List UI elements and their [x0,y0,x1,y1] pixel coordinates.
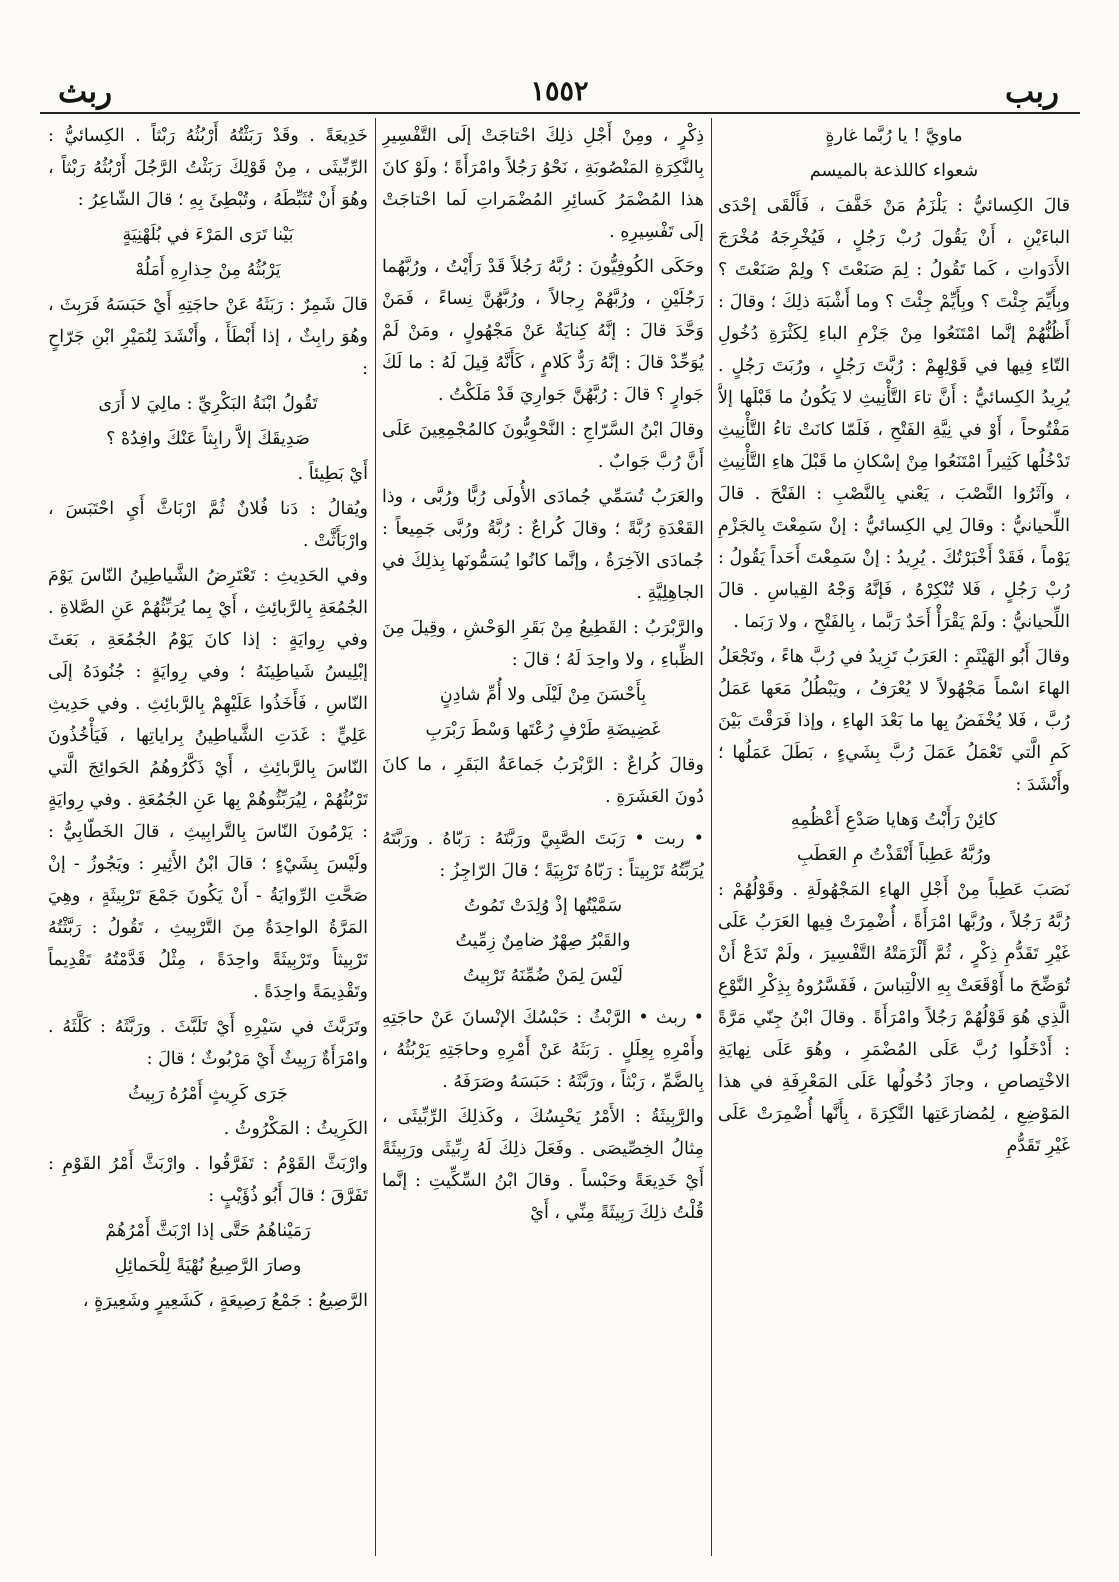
column-right [718,120,1070,1560]
paragraph: نَصَبَ عَطِباً مِنْ أَجْلِ الهاءِ المَجْهُولَةِ . وقَوْلُهُمْ : رُبَّهُ رَجُلاً ، ورُبَّها امْرَأَةً ، أُضْمِرَتْ فِيها العَرَبُ عَلَى غَيْرِ تَقَدُّمِ ذِكْرٍ ، ثُمَّ أَلْزَمَتْهُ التَّفْسِيرَ ، ولَمْ تَدَعْ أَنْ تُوَضِّحَ ما أَوْقَعَتْ بِهِ الالْتِباسَ ، فَفَسَّرُوهُ بِذِكْرِ النَّوْعِ الَّذِي هُوَ قَوْلُهُمْ رَجُلاً وامْرَأَةً . وقالَ ابْنُ جِنّي مَرَّةً : أَدْخَلُوا رُبَّ عَلَى المُضْمَرِ ، وهُوَ عَلَى نِهايَةِ الاخْتِصاصِ ، وجازَ دُخُولُها عَلَى المَعْرِفَةِ في هذا المَوْضِعِ ، لِمُضارَعَتِها النَّكِرَةَ ، بِأَنَّها أُضْمِرَتْ عَلَى غَيْرِ تَقَدُّمِ [718,880,1070,1156]
paragraph: وارْبَثَّ القَوْمُ : تَفَرَّقُوا . وارْبَثَّ أَمْرُ القَوْمِ : تَفَرَّقَ ؛ قالَ أَبُو ذُؤَيْبٍ : [48,1154,368,1206]
verse-line: تَقُولُ ابْنَةُ البَكْرِيِّ : مالِيَ لا أَرَى [98,394,318,414]
verse-line: ماويَّ ! يا رُبَّما غارةٍ [825,126,963,146]
paragraph: خَدِيعَةً . وقَدْ رَبَثْتُهُ أَرْبُثُهُ رَبْثاً . الكِسائيُّ : الرِّبِّيثَى ، مِنْ قَوْلِكَ رَبَثْتُ الرَّجُلَ أَرْبُثُهُ رَبْثاً ، وهُوَ أَنْ تُثَبِّطَهُ ، وتُبْطِئَ بِهِ ؛ قالَ الشّاعِرُ : [48,126,368,210]
paragraph: أَيْ بَطِيئاً . [297,464,368,484]
paragraph: وقالَ كُراعٌ : الرَّبْرَبُ جَماعَةُ البَقَرِ ، ما كانَ دُونَ العَشَرَةِ . [382,755,704,807]
paragraph: وحَكَى الكُوفِيُّونَ : رُبَّهُ رَجُلاً قَدْ رَأَيْتُ ، ورُبَّهُما رَجُلَيْنِ ، ورُبَّهُمْ رِجالاً ، ورُبَّهُنَّ نِساءً ، فَمَنْ وَحَّدَ قالَ : إنَّهُ كِنايَةٌ عَنْ مَجْهُولٍ ، ومَنْ لَمْ يُوَحِّدْ قالَ : إنَّهُ رَدُّ كَلامٍ ، كَأَنَّهُ قِيلَ لَهُ : ما لَكَ جَوارٍ ؟ قالَ : رُبَّهُنَّ جَوارِيَ قَدْ مَلَكْتُ . [382,257,704,405]
verse-line: يَرْبُثُهُ مِنْ حِذارِهِ أَمَلُهْ [135,260,281,280]
verse-line: شعواء كاللذعة بالميسم [809,161,979,181]
verse-line: بِأَحْسَنَ مِنْ لَيْلَى ولا أُمِّ شادِنٍ [439,685,647,705]
paragraph: الكَرِيثُ : المَكْرُوثُ . [223,1119,368,1139]
column-divider [375,118,376,1556]
verse-line: وصارَ الرَّصِيعُ نُهْيَةً لِلْحَمائِلِ [114,1256,302,1276]
verse-line: صَدِيقَكَ إلاَّ رابِثاً عَنْكَ وافِدُهْ ؟ [106,429,310,449]
paragraph: والرَّبِيثَةُ : الأَمْرُ يَحْبِسُكَ ، وكَذلِكَ الرِّبِّيثَى ، مِثالُ الخِصِّيصَى . وفَعَلَ ذلِكَ لَهُ رِبِّيثَى ورَبِيثَةً أَيْ خَدِيعَةً وحَبْساً . وقالَ ابْنُ السِّكِّيتِ : إنَّما قُلْتُ ذلِكَ رَبِيثَةً مِنِّي ، أَيْ [382,1107,704,1223]
verse-line: والقَبْرُ صِهْرٌ ضامِنٌ زِمِّيتُ [455,931,631,951]
paragraph: والرَّبْرَبُ : القَطِيعُ مِنْ بَقَرِ الوَحْشِ ، وقِيلَ مِنَ الظِّباءِ ، ولا واحِدَ لَهُ ؛ قالَ : [382,618,704,670]
verse-line: كائِنْ رَأَبْتُ وَهايا صَدْعِ أَعْظُمِهِ [790,810,998,830]
header-left-word: ربث [58,74,113,110]
page-number: ١٥٥٢ [530,76,589,107]
header-right-word: ربب [1004,74,1059,110]
verse-line: غَضِيضَةِ طَرْفٍ رُعْتَها وَسْطَ رَبْرَبِ [425,720,661,740]
column-divider [711,118,712,1556]
paragraph: وقالَ ابْنُ السَّرّاجِ : النَّحْوِيُّونَ كالمُجْمِعِينَ عَلَى أَنَّ رُبَّ جَوابٌ . [382,420,704,472]
paragraph: قالَ الكِسائيُّ : يَلْزَمُ مَنْ خَفَّفَ ، فَأَلْقَى إحْدَى الباءَيْنِ ، أَنْ يَقُولَ رُبْ رَجُلٍ ، فَيُخْرِجَهُ مُخْرَجَ الأَدَواتِ ، كَما تَقُولُ : لِمَ صَنَعْتَ ؟ ولِمْ صَنَعْتَ ؟ وبِأَيِّمَ جِئْتَ ؟ وبِأَيِّمْ جِئْتَ ؟ وما أَشْبَهَ ذلِكَ ؛ وقالَ : أَظُنُّهُمْ إنَّما امْتَنَعُوا مِنْ جَزْمِ الباءِ لِكَثْرَةِ دُخُولِ التّاءِ فِيها في قَوْلِهِمْ : رُبَّتَ رَجُلٍ ، ورُبَتَ رَجُلٍ . يُرِيدُ الكِسائيُّ : أَنَّ تاءَ التَّأْنِيثِ لا يَكُونُ ما قَبْلَها إلاَّ مَفْتُوحاً ، أَوْ في نِيَّةِ الفَتْحِ ، فَلَمّا كانَتْ تاءُ التَّأْنِيثِ تَدْخُلُها كَثِيراً امْتَنَعُوا مِنْ إسْكانِ ما قَبْلَ هاءِ التَّأْنِيثِ ، وآثَرُوا النَّصْبَ ، يَعْني بِالنَّصْبِ : الفَتْحَ . قالَ اللِّحيانيُّ : وقالَ لِي الكِسائيُّ : إنْ سَمِعْتَ بِالجَزْمِ يَوْماً ، فَقَدْ أَخْبَرْتُكَ . يُرِيدُ : إنْ سَمِعْتَ أَحَداً يَقُولُ : رُبْ رَجُلٍ ، فَلا تُنْكِرْهُ ، فَإنَّهُ وَجْهُ القِياسِ . قالَ اللِّحيانيُّ : ولَمْ يَقْرَأْ أَحَدٌ رَبَّما ، بِالفَتْحِ ، ولا رَبَما . [718,196,1070,632]
header-rule [40,112,1080,114]
column-middle [382,120,704,1560]
column-left [48,120,368,1560]
paragraph: والعَرَبُ تُسَمِّي جُمادَى الأُولَى رُبًّا ورُبَّى ، وذا القَعْدَةِ رُبَّةً ؛ وقالَ كُراعٌ : رُبَّةُ ورُبَّى جَمِيعاً : جُمادَى الآخِرَةُ ، وإنَّما كانُوا يُسَمُّونَها بِذلِكَ في الجاهِلِيَّةِ . [382,487,704,603]
paragraph: وقالَ أَبُو الهَيْثَمِ : العَرَبُ تَزِيدُ في رُبَّ هاءً ، وتَجْعَلُ الهاءَ اسْماً مَجْهُولاً لا يُعْرَفُ ، ويَبْطُلُ مَعَها عَمَلُ رُبَّ ، فَلا يُخْفَضُ بِها ما بَعْدَ الهاءِ ، وإذا فَرَقْتَ بَيْنَ كَمِ الَّتي تَعْمَلُ عَمَلَ رُبَّ بِشَيءٍ ، بَطَلَ عَمَلُها ؛ وأَنْشَدَ : [718,647,1070,795]
verse-line: لَيْسَ لِمَنْ ضُمِّنَهُ تَرْبِيتُ [463,966,623,986]
paragraph: ذِكْرٍ ، ومِنْ أَجْلِ ذلِكَ احْتاجَتْ إلَى التَّفْسِيرِ بِالنَّكِرَةِ المَنْصُوبَةِ ، نَحْوُ رَجُلاً وامْرَأَةً ؛ ولَوْ كانَ هذا المُضْمَرُ كَسائِرِ المُضْمَراتِ لَما احْتاجَتْ إلَى تَفْسِيرِهِ . [382,126,704,242]
verse-line: بَيْنا تَرَى المَرْءَ في بُلَهْنِيَةٍ [122,225,294,245]
paragraph: وفي الحَدِيثِ : تَعْتَرِضُ الشَّياطِينُ النّاسَ يَوْمَ الجُمُعَةِ بِالرَّبائِثِ ، أَيْ بِما يُرَبِّثُهُمْ عَنِ الصَّلاةِ . وفي رِوايَةٍ : إذا كانَ يَوْمُ الجُمُعَةِ ، بَعَثَ إبْلِيسُ شَياطِينَهُ ؛ وفي رِوايَةٍ : جُنُودَهُ إلَى النّاسِ ، فَأَخَذُوا عَلَيْهِمْ بِالرَّبائِثِ . وفي حَدِيثِ عَلِيٍّ : غَدَتِ الشَّياطِينُ بِراياتِها ، فَيَأْخُذُونَ النّاسَ بِالرَّبائِثِ ، أَيْ ذَكَّرُوهُمُ الحَوائِجَ الَّتي تَرْبُثُهُمْ ، لِيُرَبِّثُوهُمْ بِها عَنِ الجُمُعَةِ . وفي رِوايَةٍ : يَرْمُونَ النّاسَ بِالتَّرابِيثِ ، قالَ الخَطّابِيُّ : ولَيْسَ بِشَيْءٍ ؛ قالَ ابْنُ الأَثِيرِ : ويَجُوزُ - إنْ صَحَّتِ الرِّوايَةُ - أَنْ يَكُونَ جَمْعَ تَرْبِيثَةٍ ، وهِيَ المَرَّةُ الواحِدَةُ مِنَ التَّرْبِيثِ ، تَقُولُ : رَبَّثْتُهُ تَرْبِيثاً وتَرْبِيثَةً واحِدَةً ، مِثْلُ قَدَّمْتُهُ تَقْدِيماً وتَقْدِيمَةً واحِدَةً . [48,566,368,1002]
verse-line: ورُبَّهُ عَطِباً أَنْقَذْتُ مِ العَطَبِ [796,845,992,865]
verse-line: رَمَيْناهُمُ حَتَّى إذا ارْبَثَّ أَمْرُهُمْ [105,1221,311,1241]
paragraph: وتَرَبَّثَ في سَيْرِهِ أَيْ تَلَبَّثَ . ورَبَّثَهُ : كَلَّثَهُ . وامْرَأَةٌ رَبِيثٌ أَيْ مَرْبُوثٌ ؛ قالَ : [48,1017,368,1069]
paragraph: الرَّصِيعُ : جَمْعُ رَصِيعَةٍ ، كَشَعِيرٍ وشَعِيرَةٍ ، [82,1291,368,1311]
entry-rabatha: • ربث • الرَّبْثُ : حَبْسُكَ الإنْسانَ عَنْ حاجَتِهِ وأَمْرِهِ بِعِلَلٍ . رَبَثَهُ عَنْ أَمْرِهِ وحاجَتِهِ يَرْبُثُهُ ، بِالضَّمِّ ، رَبْثاً ، ورَبَّثَهُ : حَبَسَهُ وصَرَفَهُ . [382,1008,704,1092]
entry-rabata: • ربت • رَبَتَ الصَّبِيَّ ورَبَّتَهُ : رَبّاهُ . ورَبَّتَهُ يُرَبِّتُهُ تَرْبِيتاً : رَبّاهُ تَرْبِيَةً ؛ قالَ الرّاجِزُ : [382,829,704,881]
verse-line: سَمَّيْتُها إذْ وُلِدَتْ تَمُوتُ [463,896,623,916]
paragraph: قالَ شَمِرٌ : رَبَثَهُ عَنْ حاجَتِهِ أَيْ حَبَسَهُ فَرَبِثَ ، وهُوَ رابِثٌ ، إذا أَبْطَأَ ، وأَنْشَدَ لِنُمَيْرِ ابْنِ جَرّاحٍ : [48,295,368,379]
paragraph: ويُقالُ : دَنا فُلانٌ ثُمَّ ارْبَاثَّ أَيِ احْتَبَسَ ، وارْبَأَثَّتْ . [48,499,368,551]
verse-line: جَرَى كَرِيثٍ أَمْرُهُ رَبِيثُ [128,1084,288,1104]
